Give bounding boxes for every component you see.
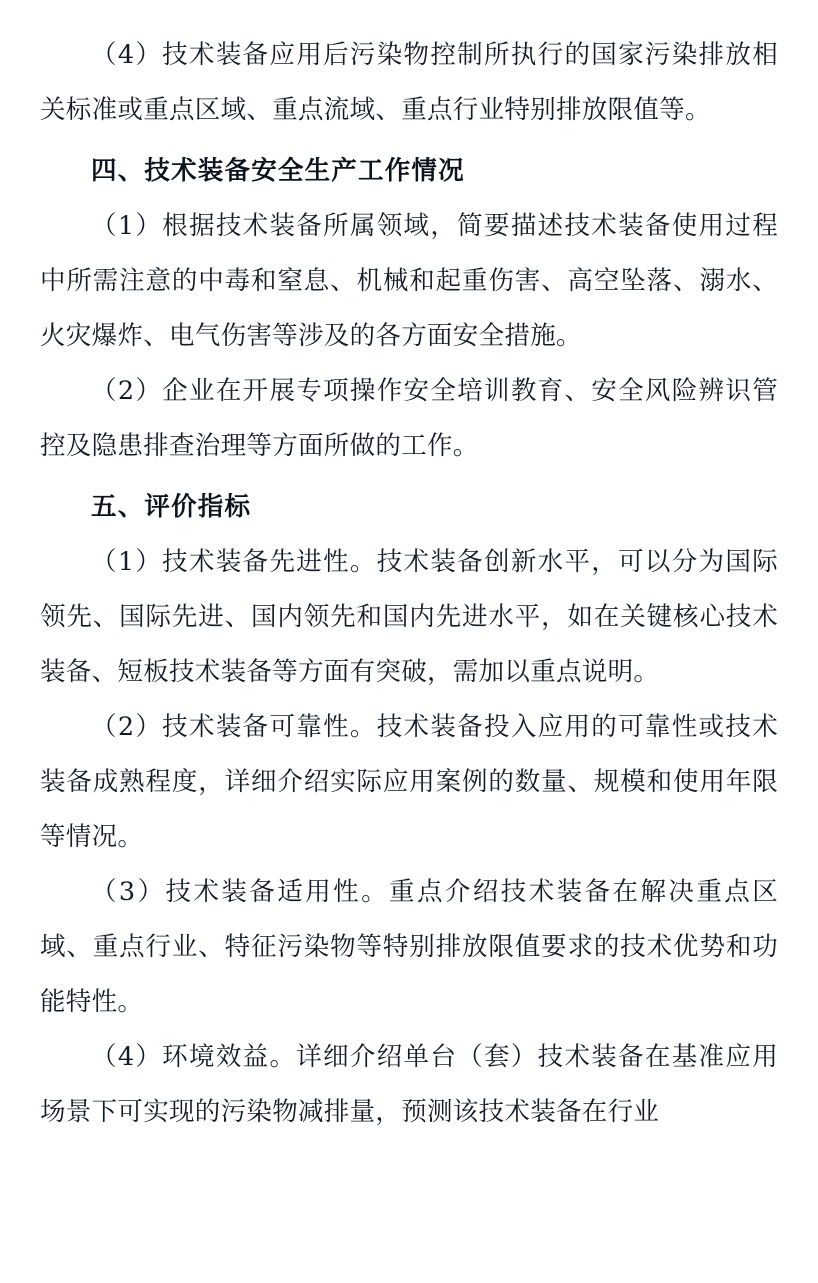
paragraph-safety-measures: （1）根据技术装备所属领域，简要描述技术装备使用过程中所需注意的中毒和窒息、机械和起重伤害、高空坠落、溺水、火灾爆炸、电气伤害等涉及的各方面安全措施。	[40, 211, 778, 351]
paragraph-indicator-advancement: （1）技术装备先进性。技术装备创新水平，可以分为国际领先、国际先进、国内领先和国内先进水平，如在关键核心技术装备、短板技术装备等方面有突破，需加以重点说明。	[40, 547, 778, 687]
paragraph-indicator-applicability: （3）技术装备适用性。重点介绍技术装备在解决重点区域、重点行业、特征污染物等特别排放限值要求的技术优势和功能特性。	[40, 877, 778, 1017]
paragraph-indicator-environmental-benefit: （4）环境效益。详细介绍单台（套）技术装备在基准应用场景下可实现的污染物减排量，预测该技术装备在行业	[40, 1042, 778, 1127]
paragraph-indicator-reliability: （2）技术装备可靠性。技术装备投入应用的可靠性或技术装备成熟程度，详细介绍实际应用案例的数量、规模和使用年限等情况。	[40, 712, 778, 852]
document-body	[40, 28, 778, 1140]
paragraph-safety-training: （2）企业在开展专项操作安全培训教育、安全风险辨识管控及隐患排查治理等方面所做的工作。	[40, 376, 778, 461]
section-heading-four: 四、技术装备安全生产工作情况	[91, 156, 465, 186]
paragraph-item-4-standards: （4）技术装备应用后污染物控制所执行的国家污染排放相关标准或重点区域、重点流域、重点行业特别排放限值等。	[40, 40, 778, 125]
section-heading-five: 五、评价指标	[91, 492, 252, 522]
